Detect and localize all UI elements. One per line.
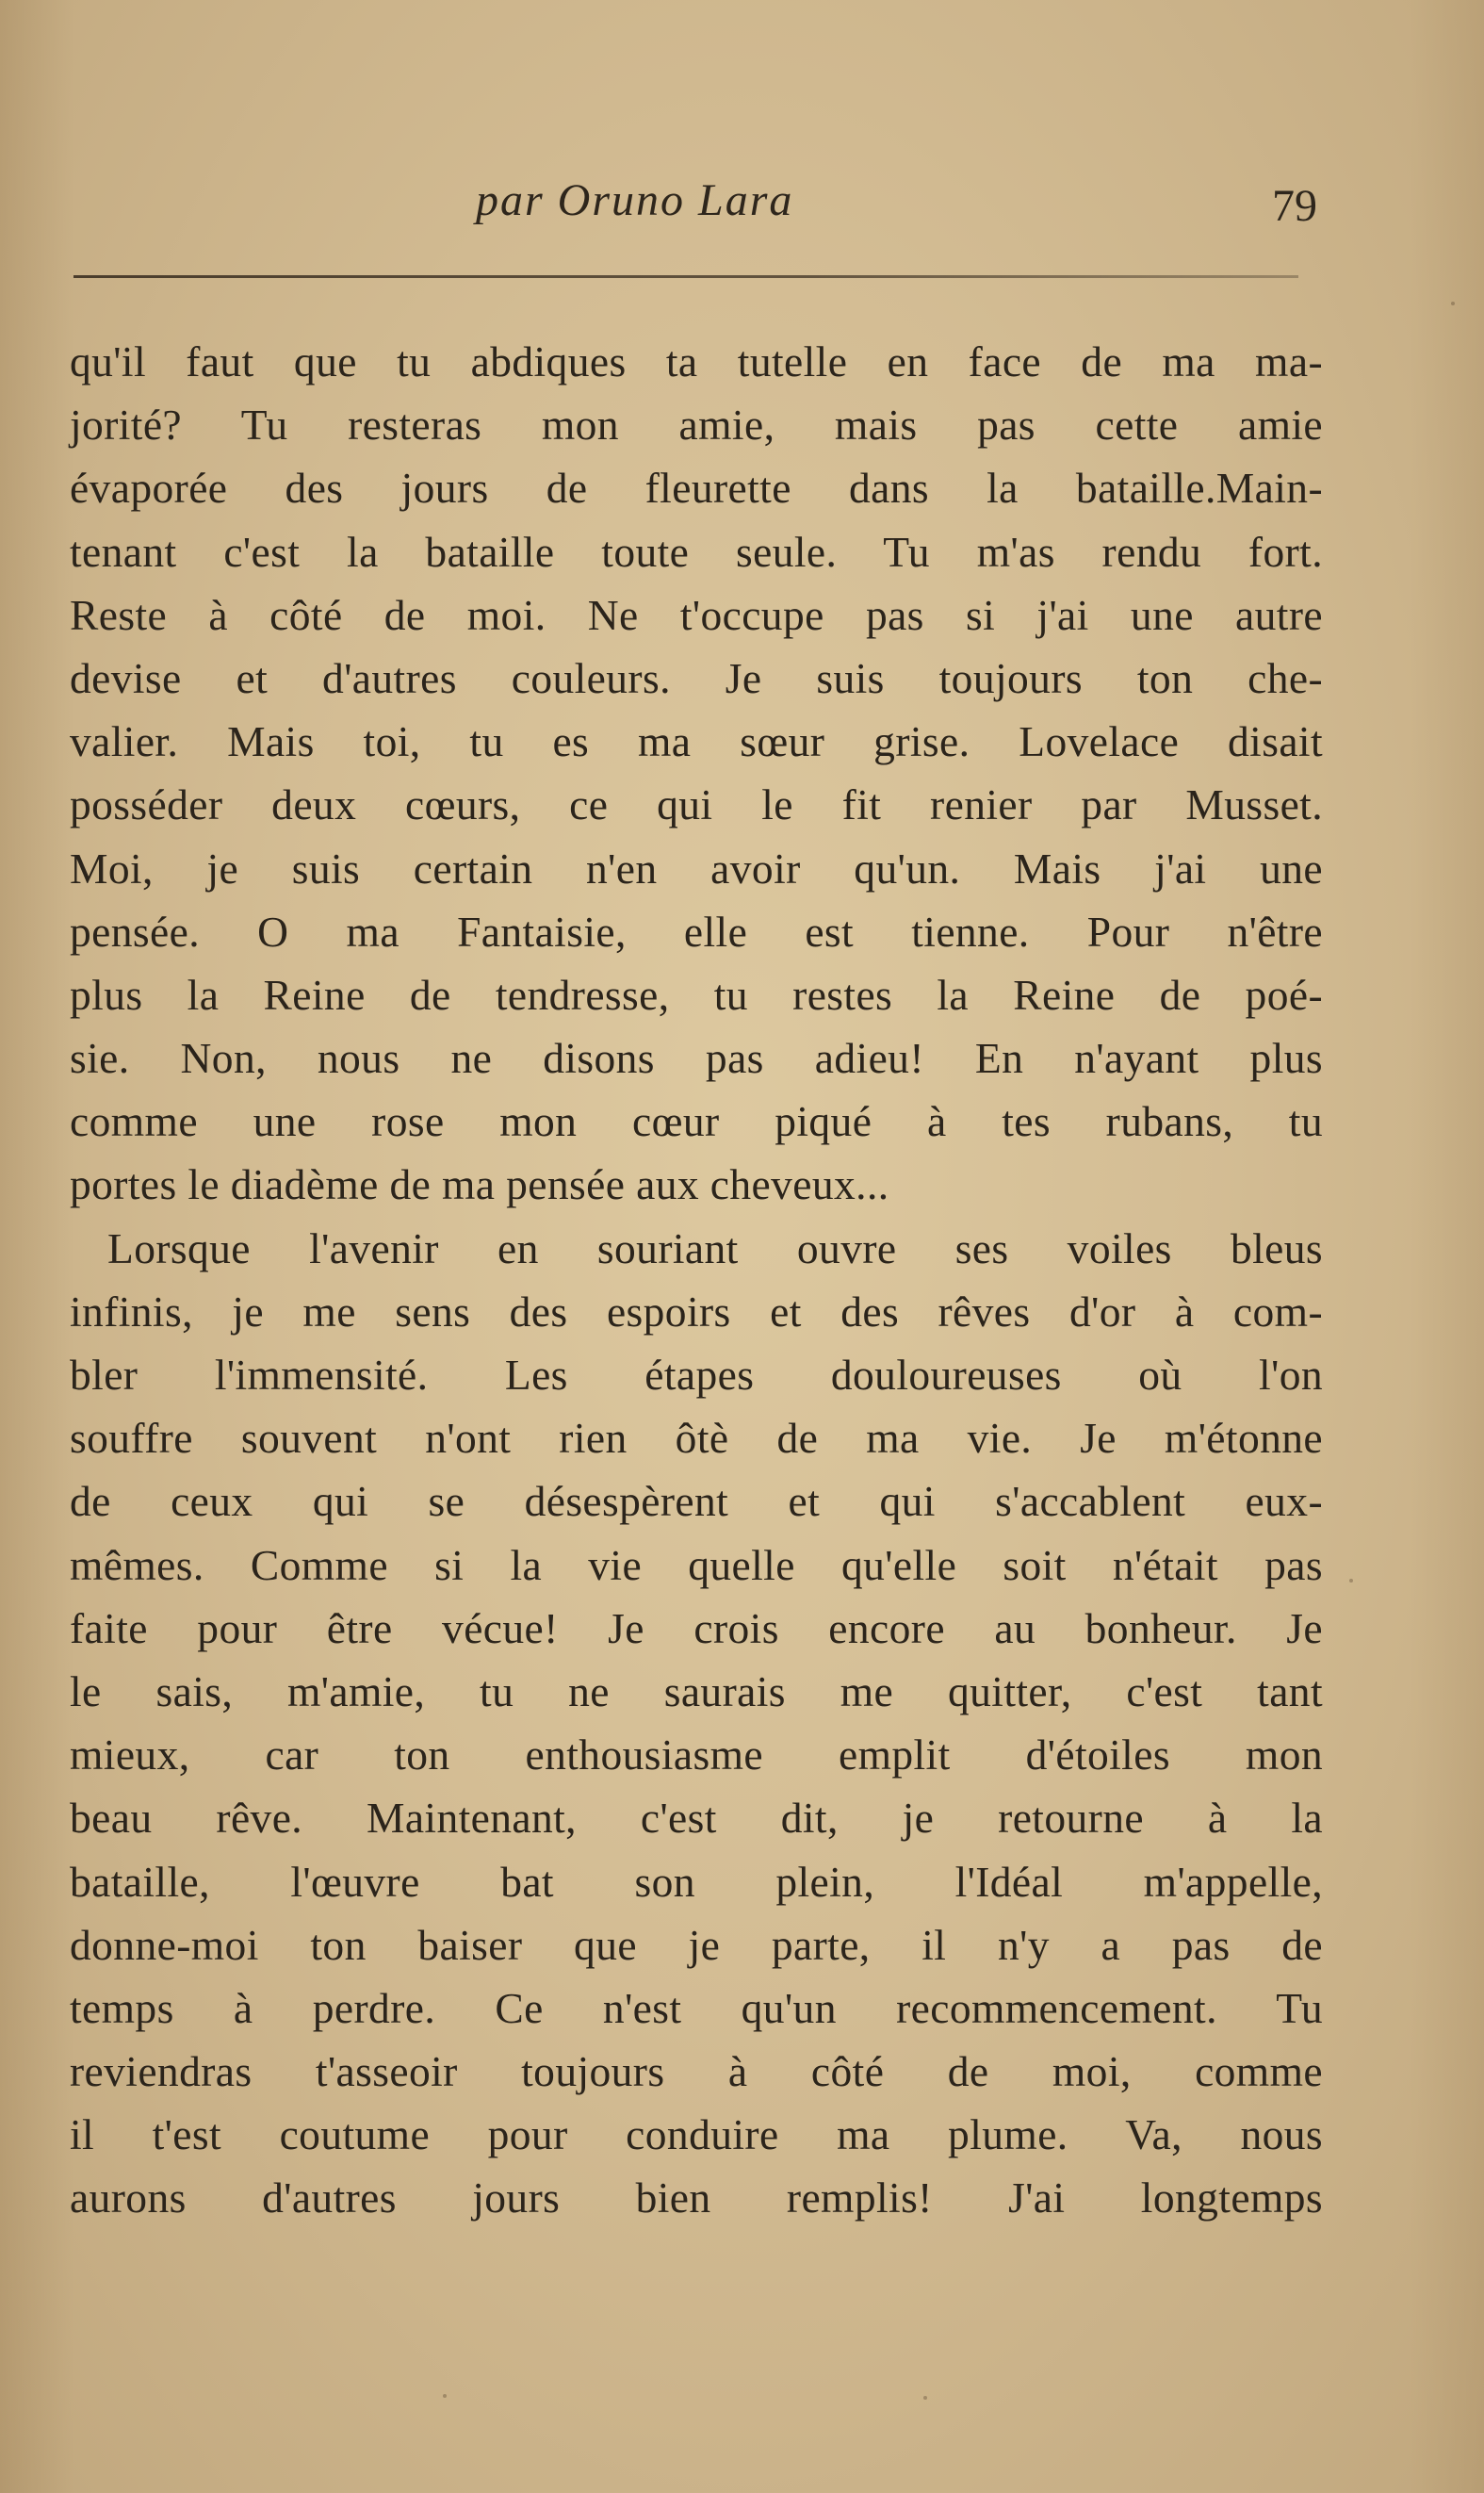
text-line: beau rêve. Maintenant, c'est dit, je retourne à la [70, 1794, 1323, 1843]
text-line: évaporée des jours de fleurette dans la bataille.Main- [70, 464, 1323, 513]
text-line: mieux, car ton enthousiasme emplit d'étoiles mon [70, 1730, 1323, 1780]
text-line: bler l'immensité. Les étapes douloureuses où l'on [70, 1351, 1323, 1399]
text-line: temps à perdre. Ce n'est qu'un recommencement. Tu [70, 1983, 1323, 2032]
paper-speck [443, 2394, 447, 2398]
running-title: par Oruno Lara [476, 175, 794, 225]
paper-speck [1451, 302, 1455, 305]
text-line: qu'il faut que tu abdiques ta tutelle en face de ma ma- [70, 337, 1323, 385]
paper-speck [1349, 1579, 1353, 1583]
text-line: valier. Mais toi, tu es ma sœur grise. Lovelace disait [70, 717, 1323, 766]
text-line: souffre souvent n'ont rien ôtè de ma vie. Je m'étonne [70, 1414, 1323, 1463]
text-line: il t'est coutume pour conduire ma plume. Va, nous [70, 2110, 1323, 2159]
text-line: portes le diadème de ma pensée aux cheveux... [70, 1160, 889, 1209]
text-line: posséder deux cœurs, ce qui le fit renier par Musset. [70, 780, 1323, 829]
text-line: faite pour être vécue! Je crois encore au bonheur. Je [70, 1603, 1323, 1652]
text-line: jorité? Tu resteras mon amie, mais pas cette amie [70, 401, 1323, 450]
header-rule [73, 275, 1298, 278]
text-line: de ceux qui se désespèrent et qui s'accablent eux- [70, 1477, 1323, 1526]
body-text [70, 330, 1323, 2230]
text-line: sie. Non, nous ne disons pas adieu! En n'ayant plus [70, 1034, 1323, 1083]
text-line: aurons d'autres jours bien remplis! J'ai longtemps [70, 2173, 1323, 2222]
text-line: mêmes. Comme si la vie quelle qu'elle soit n'était pas [70, 1540, 1323, 1589]
page-number: 79 [1272, 181, 1317, 231]
text-line: reviendras t'asseoir toujours à côté de moi, comme [70, 2047, 1323, 2096]
text-line: pensée. O ma Fantaisie, elle est tienne. Pour n'être [70, 907, 1323, 956]
text-line: donne-moi ton baiser que je parte, il n'y a pas de [70, 1920, 1323, 1969]
text-line: le sais, m'amie, tu ne saurais me quitter, c'est tant [70, 1666, 1323, 1715]
page-header [0, 174, 1484, 240]
text-line: Reste à côté de moi. Ne t'occupe pas si j'ai une autre [70, 590, 1323, 639]
text-line: tenant c'est la bataille toute seule. Tu m'as rendu fort. [70, 527, 1323, 576]
paragraph-first-line: Lorsque l'avenir en souriant ouvre ses voiles bleus [107, 1223, 1323, 1272]
text-line: plus la Reine de tendresse, tu restes la Reine de poé- [70, 970, 1323, 1019]
text-line: comme une rose mon cœur piqué à tes rubans, tu [70, 1097, 1323, 1146]
paper-speck [923, 2396, 927, 2400]
text-line: devise et d'autres couleurs. Je suis toujours ton che- [70, 653, 1323, 702]
text-line: bataille, l'œuvre bat son plein, l'Idéal m'appelle, [70, 1857, 1323, 1906]
text-line: infinis, je me sens des espoirs et des rêves d'or à com- [70, 1287, 1323, 1336]
text-line: Moi, je suis certain n'en avoir qu'un. Mais j'ai une [70, 844, 1323, 893]
